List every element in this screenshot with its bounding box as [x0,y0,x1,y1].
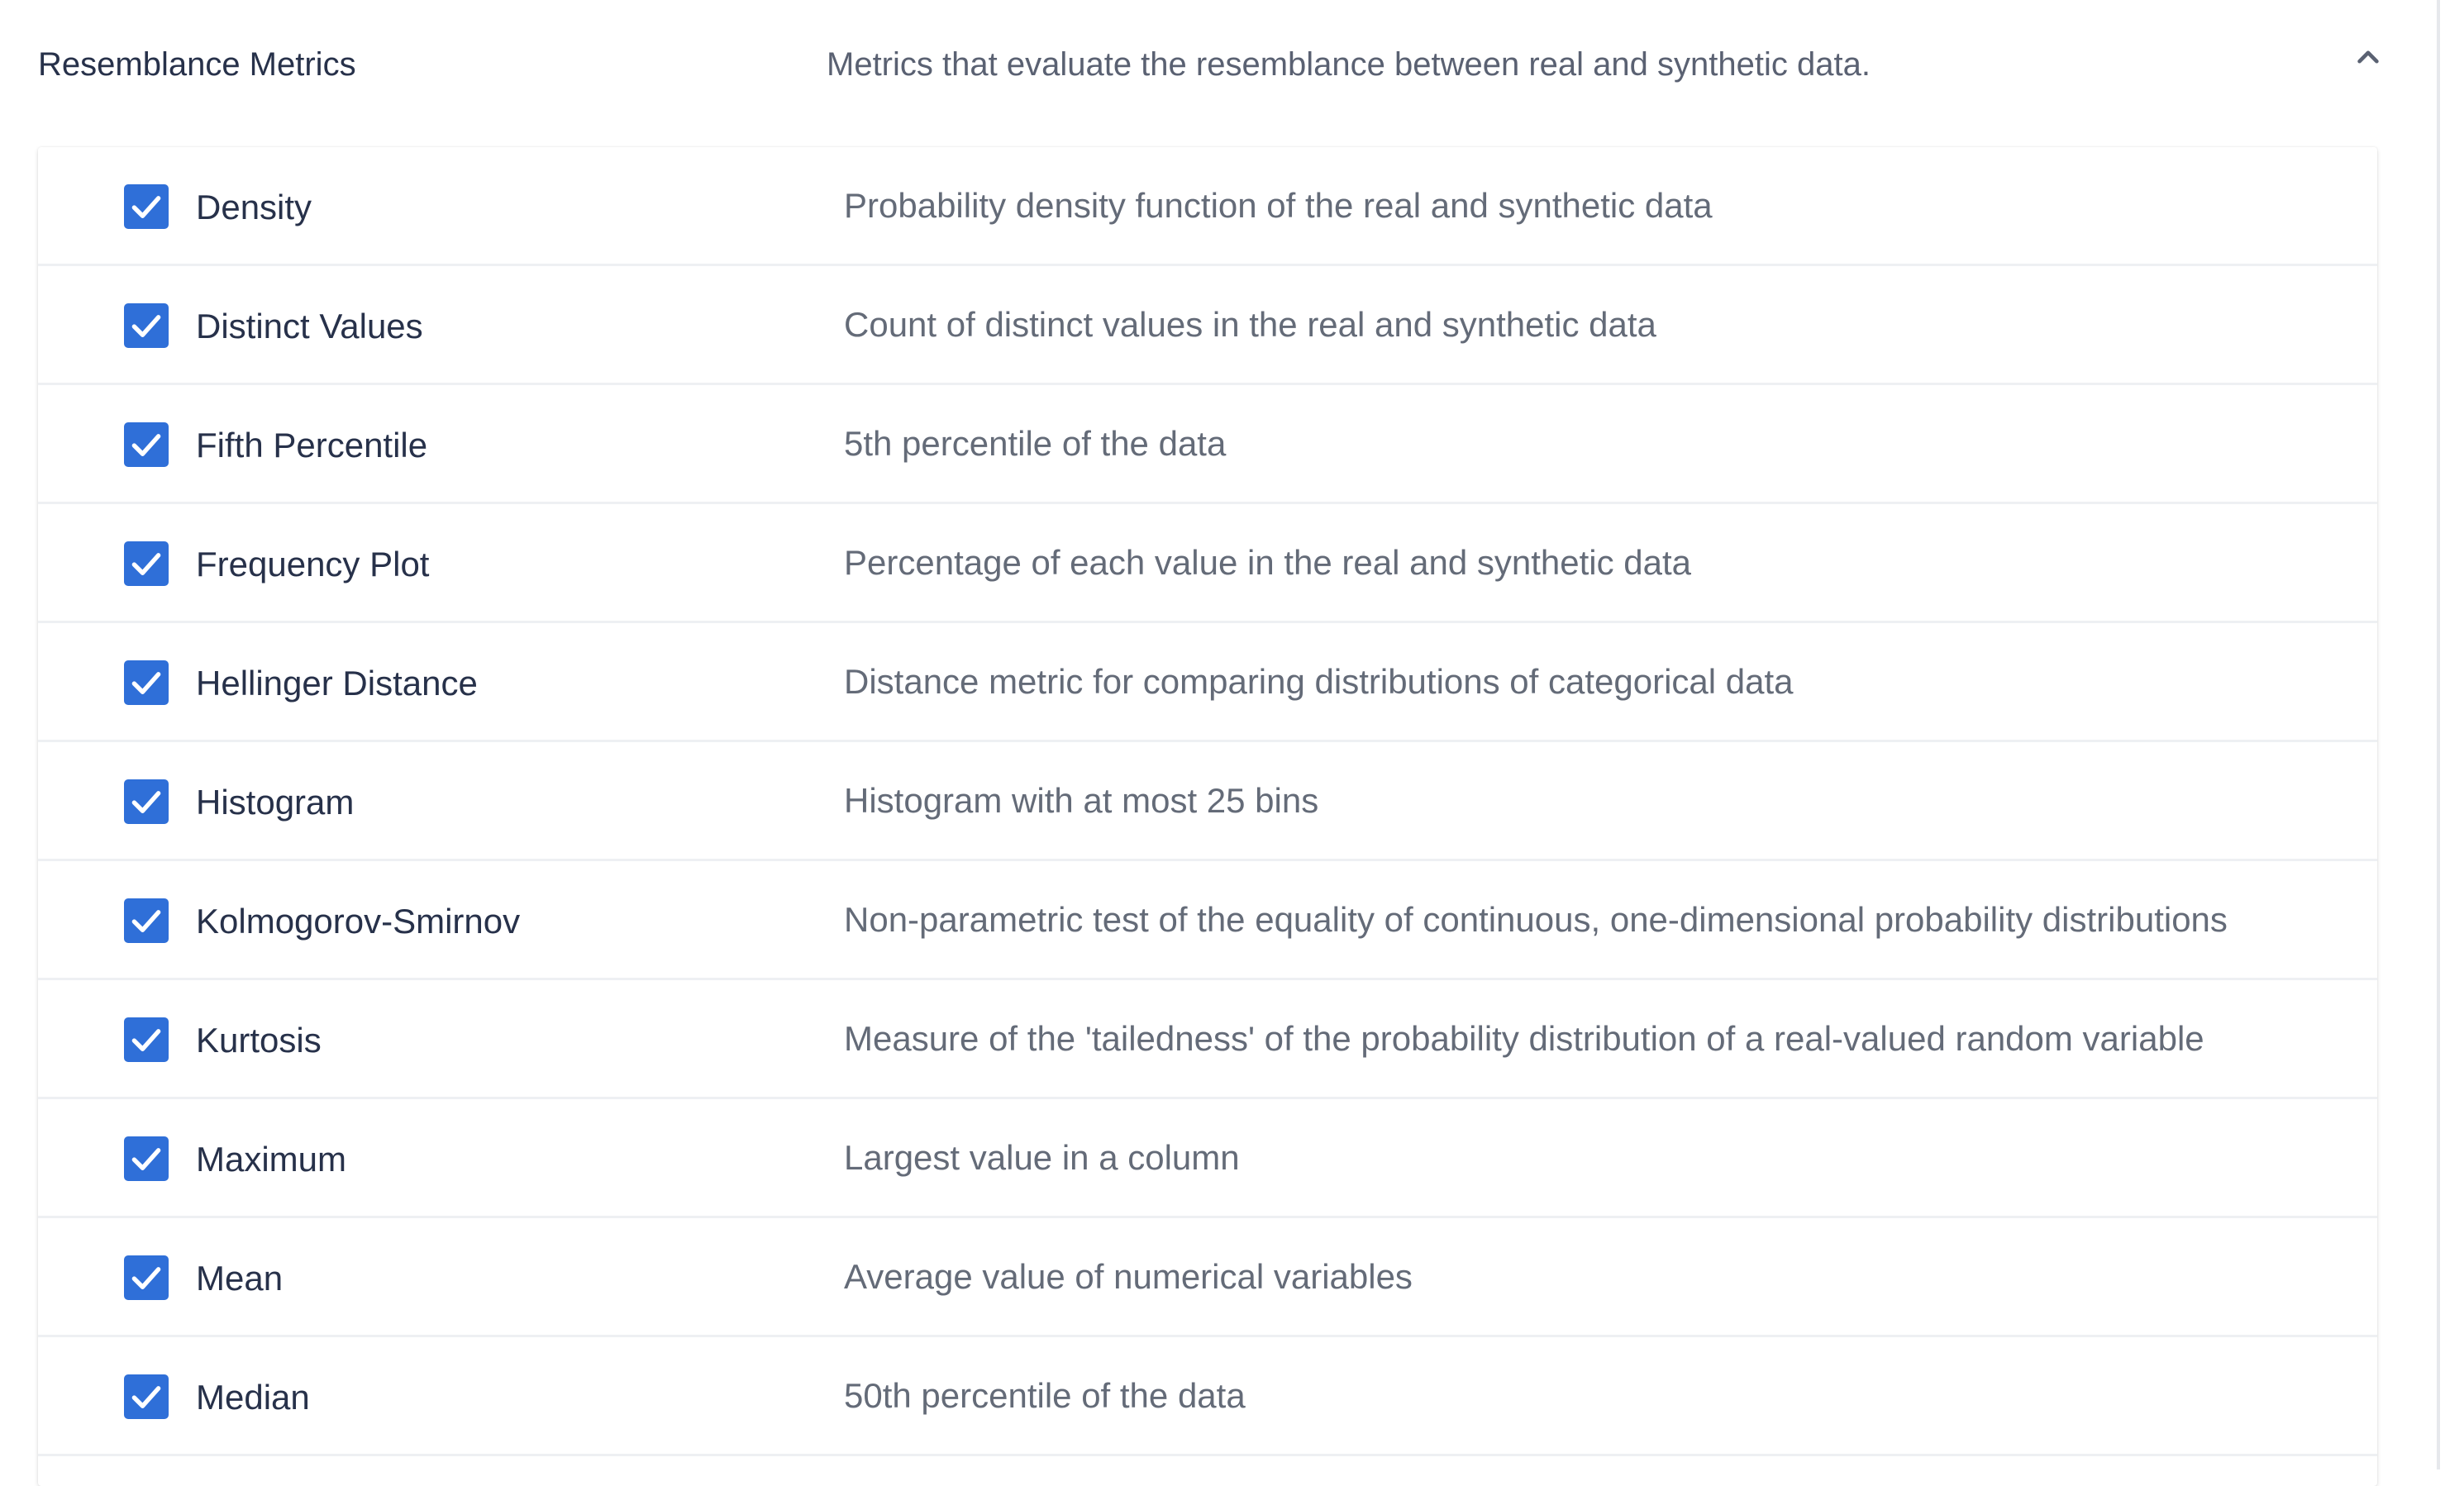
metric-row[interactable] [38,385,2377,504]
metric-checkbox[interactable] [124,1374,169,1419]
metric-name: Maximum [196,1140,347,1179]
metric-description-text: 50th percentile of the data [844,1375,1246,1415]
metric-description [844,623,2249,740]
metric-description-text: 5th percentile of the data [844,423,1227,463]
metric-description-text: Measure of the 'tailedness' of the probability distribution of a real-valued random variable [844,1018,2204,1058]
metric-description [844,1099,2249,1216]
metric-name: Frequency Plot [196,545,430,583]
checkmark-icon [124,184,169,229]
metric-checkbox[interactable] [124,422,169,467]
checkmark-icon [124,1374,169,1419]
metric-checkbox[interactable] [124,898,169,943]
metric-name: Distinct Values [196,307,423,345]
metric-description [844,861,2249,978]
metric-description [844,1337,2249,1454]
checkmark-icon [124,660,169,705]
metric-name: Fifth Percentile [196,426,428,464]
metric-checkbox[interactable] [124,184,169,229]
metric-row[interactable] [38,147,2377,266]
metric-row[interactable] [38,266,2377,385]
metric-description [844,147,2249,264]
metric-description-text: Largest value in a column [844,1137,1240,1177]
metric-row[interactable] [38,504,2377,623]
metric-description [844,980,2249,1097]
metric-checkbox[interactable] [124,1017,169,1062]
metric-description [844,266,2249,383]
scrollbar-track[interactable] [2437,0,2440,1469]
chevron-up-icon[interactable] [2347,36,2389,78]
metric-description [844,1218,2249,1335]
checkmark-icon [124,303,169,348]
metric-description-text: Count of distinct values in the real and synthetic data [844,304,1656,344]
metric-description-text: Distance metric for comparing distributions of categorical data [844,661,1794,701]
metric-row[interactable] [38,623,2377,742]
metric-row[interactable] [38,742,2377,861]
metric-description-text: Average value of numerical variables [844,1256,1413,1296]
metric-name: Kolmogorov-Smirnov [196,902,521,941]
metric-name: Median [196,1378,310,1417]
checkmark-icon [124,1136,169,1181]
metric-description-text: Probability density function of the real and synthetic data [844,185,1713,225]
checkmark-icon [124,422,169,467]
metric-name: Hellinger Distance [196,664,478,703]
metric-checkbox[interactable] [124,779,169,824]
metric-checkbox[interactable] [124,660,169,705]
metric-checkbox[interactable] [124,541,169,586]
metric-name: Density [196,188,312,226]
metric-description-text: Histogram with at most 25 bins [844,780,1319,820]
metric-checkbox[interactable] [124,1255,169,1300]
metric-description [844,385,2249,502]
section-title: Resemblance Metrics [38,46,356,83]
metric-description [844,742,2249,859]
checkmark-icon [124,541,169,586]
section-header[interactable] [0,0,2414,132]
metric-row[interactable] [38,1218,2377,1337]
metric-name: Kurtosis [196,1021,322,1060]
metric-checkbox[interactable] [124,303,169,348]
metric-row[interactable] [38,861,2377,980]
section-description: Metrics that evaluate the resemblance between real and synthetic data. [827,46,1871,83]
metric-description [844,504,2249,621]
checkmark-icon [124,1017,169,1062]
checkmark-icon [124,1255,169,1300]
metric-description-text: Percentage of each value in the real and synthetic data [844,542,1692,582]
metric-name: Histogram [196,783,355,822]
metric-row[interactable] [38,980,2377,1099]
metric-description-text: Non-parametric test of the equality of continuous, one-dimensional probability distributions [844,899,2228,939]
metric-row[interactable] [38,1337,2377,1456]
metric-checkbox[interactable] [124,1136,169,1181]
checkmark-icon [124,898,169,943]
metrics-list [38,147,2377,1486]
checkmark-icon [124,779,169,824]
metric-row[interactable] [38,1099,2377,1218]
metric-name: Mean [196,1259,284,1298]
